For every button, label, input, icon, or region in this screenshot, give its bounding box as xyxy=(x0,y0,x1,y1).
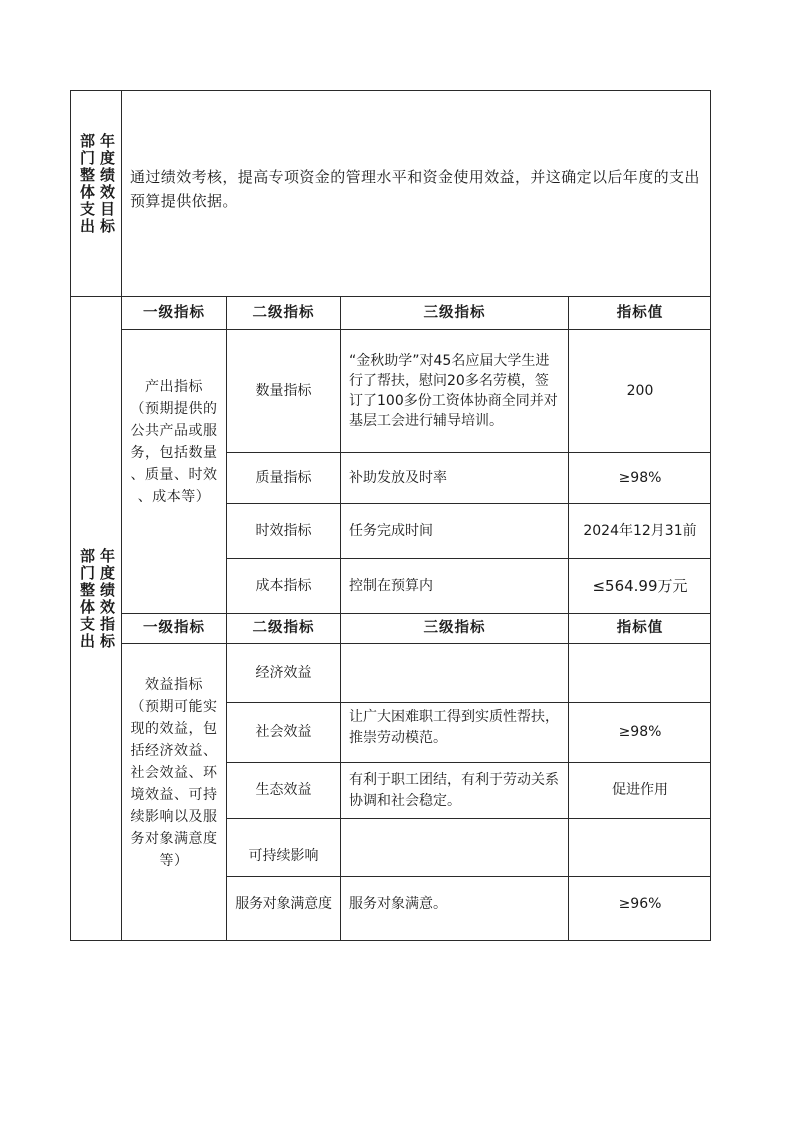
benefit-row-5-value: ≥96% xyxy=(618,895,662,912)
output-row-2-level3: 补助发放及时率 xyxy=(349,469,447,486)
output-row-1-level3: “金秋助学”对45名应届大学生进行了帮扶，慰问20多名劳模，签订了100多份工资体协商全同并对基层工会进行辅导培训。 xyxy=(349,353,558,429)
header-level1: 一级指标 xyxy=(143,304,205,321)
output-row-1-level2: 数量指标 xyxy=(255,382,312,399)
header2-value: 指标值 xyxy=(616,620,664,636)
benefit-row-2-value: ≥98% xyxy=(618,724,662,740)
output-row-1-value: 200 xyxy=(626,382,654,399)
benefit-category: 效益指标 （预期可能实 现的效益，包 括经济效益、 社会效益、环 境效益、可持 续影响以及服 务对象满意度 等） xyxy=(130,676,218,869)
output-row-2-level2: 质量指标 xyxy=(255,469,312,486)
header2-level3: 三级指标 xyxy=(423,620,486,636)
benefit-row-3-level2: 生态效益 xyxy=(255,782,312,798)
benefit-row-5-level3: 服务对象满意。 xyxy=(349,895,447,912)
objective-divider xyxy=(121,90,122,297)
output-row-2-value: ≥98% xyxy=(618,469,662,486)
objective-text: 通过绩效考核，提高专项资金的管理水平和资金使用效益，并这确定以后年度的支出预算提供依据。 xyxy=(130,168,700,210)
benefit-row-4-value xyxy=(569,819,711,876)
benefit-row-1-level2: 经济效益 xyxy=(255,664,312,681)
output-row-4-level3: 控制在预算内 xyxy=(349,577,433,594)
header2-level2: 二级指标 xyxy=(252,620,315,636)
benefit-row-4-level2: 可持续影响 xyxy=(248,848,319,864)
benefit-row-3-value: 促进作用 xyxy=(612,782,668,798)
benefit-row-4-level3 xyxy=(341,819,568,876)
output-row-4-value: ≤564.99万元 xyxy=(592,576,688,595)
indicator-label-col2: 年度绩效指标 xyxy=(98,548,116,650)
output-row-3-level3: 任务完成时间 xyxy=(349,522,433,539)
header-value: 指标值 xyxy=(616,304,664,321)
benefit-row-3-level3: 有利于职工团结，有利于劳动关系协调和社会稳定。 xyxy=(349,772,559,809)
header-level2: 二级指标 xyxy=(252,304,315,321)
output-row-3-level2: 时效指标 xyxy=(255,522,312,539)
objective-label-col2: 年度绩效目标 xyxy=(98,133,116,235)
benefit-row-1-level3 xyxy=(341,644,568,702)
header-level3: 三级指标 xyxy=(423,304,486,321)
benefit-row-2-level3: 让广大困难职工得到实质性帮扶，推崇劳动模范。 xyxy=(349,709,559,746)
output-category: 产出指标 （预期提供的 公共产品或服 务，包括数量 、质量、时效 、成本等） xyxy=(130,378,218,505)
benefit-row-2-level2: 社会效益 xyxy=(255,724,312,740)
output-row-4-level2: 成本指标 xyxy=(255,577,312,594)
output-row-3-value: 2024年12月31前 xyxy=(583,522,697,539)
header2-level1: 一级指标 xyxy=(143,620,205,636)
indicator-label-col1: 部门整体支出 xyxy=(78,548,96,650)
benefit-row-1-value xyxy=(569,644,711,702)
objective-label-col1: 部门整体支出 xyxy=(78,133,96,235)
benefit-row-5-level2: 服务对象满意度 xyxy=(235,895,332,912)
